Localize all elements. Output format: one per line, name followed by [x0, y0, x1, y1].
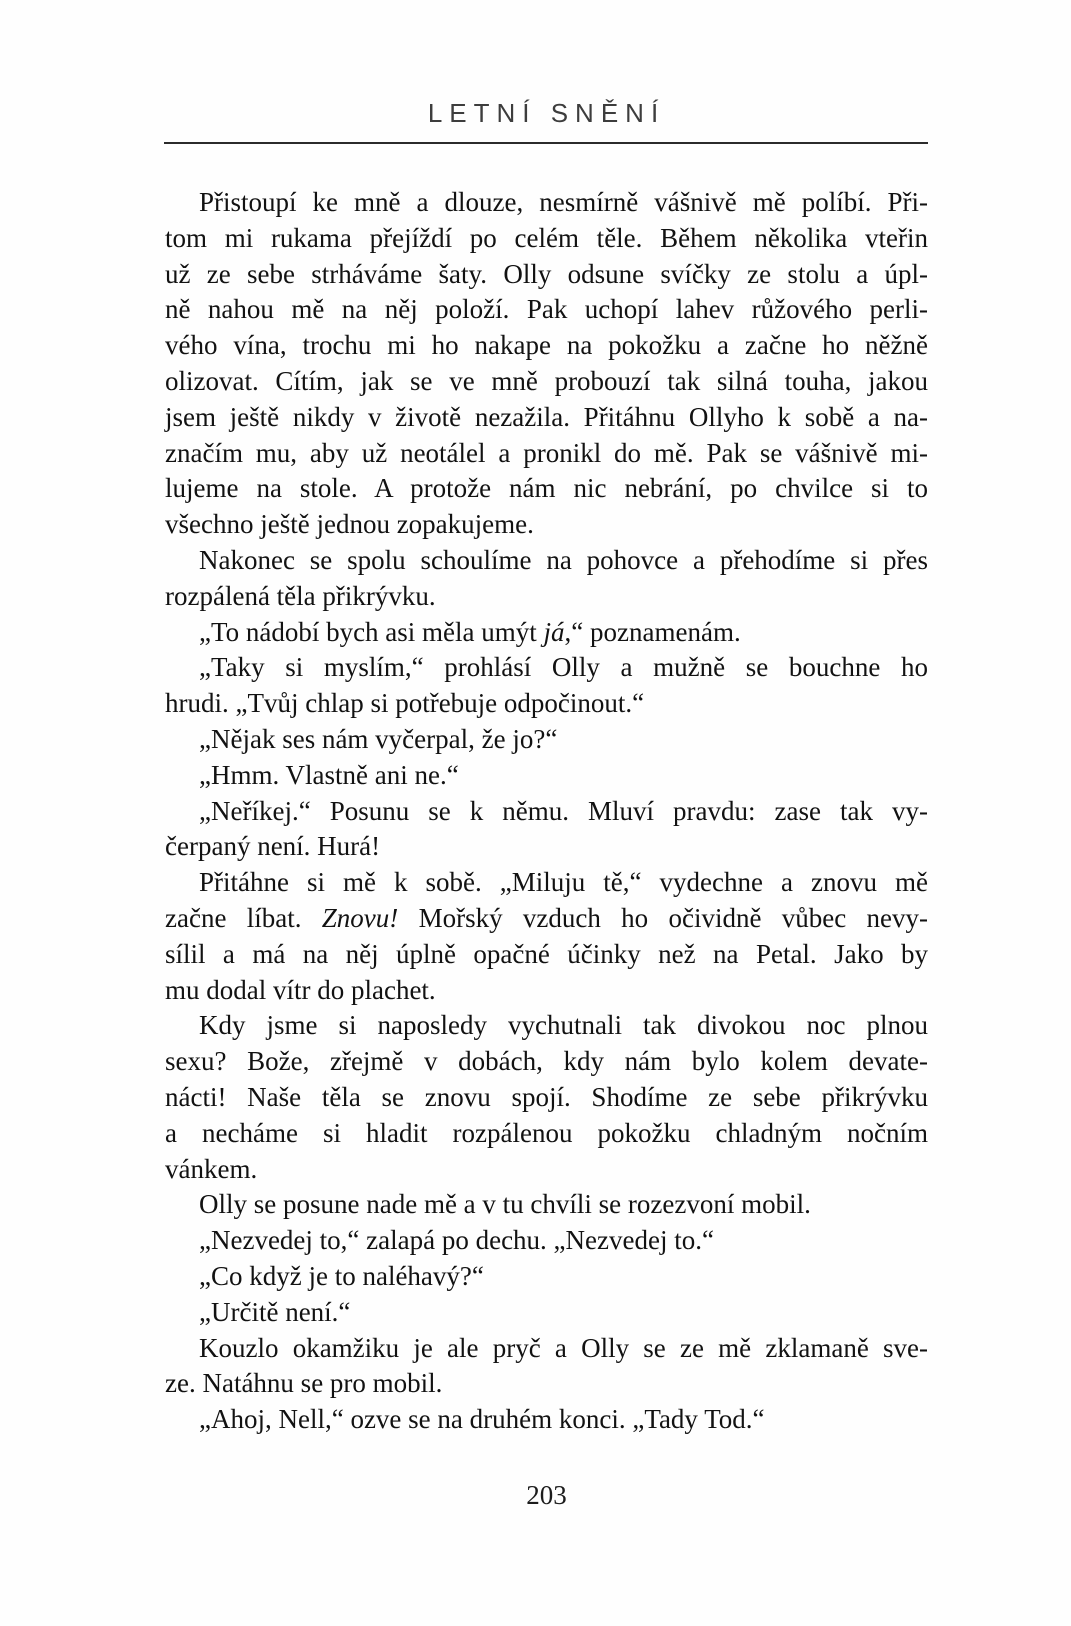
text-segment: a necháme si hladit rozpálenou pokožku chladným nočním	[165, 1117, 928, 1148]
header-rule	[164, 142, 928, 144]
text-segment: ně nahou mě na něj položí. Pak uchopí lahev růžového perli-	[165, 294, 928, 325]
text-segment: Olly se posune nade mě a v tu chvíli se rozezvoní mobil.	[199, 1189, 811, 1220]
text-segment: „Co když je to naléhavý?“	[199, 1260, 484, 1291]
text-line	[165, 901, 928, 937]
text-line	[165, 364, 928, 400]
text-line	[165, 758, 928, 794]
text-segment: všechno ještě jednou zopakujeme.	[165, 509, 534, 540]
text-segment: „Hmm. Vlastně ani ne.“	[199, 759, 459, 790]
text-segment: nácti! Naše těla se znovu spojí. Shodíme ze sebe přikrývku	[165, 1081, 928, 1112]
text-segment: Kouzlo okamžiku je ale pryč a Olly se ze mě zklamaně sve-	[199, 1332, 928, 1363]
text-segment: „Neříkej.“ Posunu se k němu. Mluví pravdu: zase tak vy-	[199, 795, 928, 826]
text-line	[165, 1223, 928, 1259]
text-segment: Mořský vzduch ho očividně vůbec nevy-	[398, 902, 928, 933]
text-segment: Přistoupí ke mně a dlouze, nesmírně vášnivě mě políbí. Při-	[199, 187, 928, 217]
text-segment: tom mi rukama přejíždí po celém těle. Během několika vteřin	[165, 222, 928, 253]
text-segment: značím mu, aby už neotálel a pronikl do mě. Pak se vášnivě mi-	[165, 437, 928, 468]
text-line	[165, 257, 928, 293]
text-line	[165, 1187, 928, 1223]
text-line	[165, 686, 928, 722]
text-segment: začne líbat.	[165, 902, 322, 933]
text-segment: „Nějak ses nám vyčerpal, že jo?“	[199, 723, 558, 754]
text-segment: Nakonec se spolu schoulíme na pohovce a přehodíme si přes	[199, 544, 928, 575]
text-segment: „Ahoj, Nell,“ ozve se na druhém konci. „Tady Tod.“	[199, 1404, 765, 1435]
text-line	[165, 865, 928, 901]
text-line	[165, 829, 928, 865]
text-line	[165, 1331, 928, 1367]
text-segment: Kdy jsme si naposledy vychutnali tak divokou noc plnou	[199, 1010, 928, 1041]
text-line	[165, 1259, 928, 1295]
text-line	[165, 1116, 928, 1152]
page-number: 203	[526, 1480, 567, 1510]
text-line	[165, 471, 928, 507]
text-line	[165, 185, 928, 221]
text-segment: lujeme na stole. A protože nám nic nebrání, po chvilce si to	[165, 473, 928, 504]
running-head: LETNÍ SNĚNÍ	[427, 98, 666, 128]
text-segment: ze. Natáhnu se pro mobil.	[165, 1368, 443, 1399]
text-line	[165, 722, 928, 758]
body-text	[165, 185, 928, 1438]
text-line	[165, 973, 928, 1009]
text-segment: Přitáhne si mě k sobě. „Miluju tě,“ vydechne a znovu mě	[199, 867, 928, 898]
text-line	[165, 400, 928, 436]
text-segment: vého vína, trochu mi ho nakape na pokožku a začne ho něžně	[165, 330, 928, 361]
text-line	[165, 1152, 928, 1188]
text-segment: už ze sebe strháváme šaty. Olly odsune svíčky ze stolu a úpl-	[165, 258, 928, 289]
text-line	[165, 650, 928, 686]
text-line	[165, 794, 928, 830]
text-line	[165, 1295, 928, 1331]
text-line	[165, 1366, 928, 1402]
text-segment: hrudi. „Tvůj chlap si potřebuje odpočinout.“	[165, 688, 645, 719]
text-segment: ,“ poznamenám.	[564, 616, 741, 647]
italic-text: já	[543, 616, 565, 647]
text-segment: čerpaný není. Hurá!	[165, 831, 381, 862]
text-segment: „Taky si myslím,“ prohlásí Olly a mužně se bouchne ho	[199, 652, 928, 683]
text-line	[165, 292, 928, 328]
text-line	[165, 221, 928, 257]
italic-text: Znovu!	[321, 902, 399, 933]
text-line	[165, 436, 928, 472]
text-segment: mu dodal vítr do plachet.	[165, 974, 436, 1005]
text-segment: „Určitě není.“	[199, 1296, 351, 1327]
text-segment: „To nádobí bych asi měla umýt	[199, 616, 544, 647]
text-line	[165, 543, 928, 579]
text-segment: rozpálená těla přikrývku.	[165, 580, 436, 611]
text-line	[165, 1044, 928, 1080]
text-line	[165, 1402, 928, 1438]
text-line	[165, 615, 928, 651]
text-segment: sexu? Bože, zřejmě v dobách, kdy nám bylo kolem devate-	[165, 1046, 928, 1077]
text-segment: olizovat. Cítím, jak se ve mně probouzí tak silná touha, jakou	[165, 365, 928, 396]
text-line	[165, 507, 928, 543]
text-segment: „Nezvedej to,“ zalapá po dechu. „Nezvedej to.“	[199, 1225, 714, 1256]
text-line	[165, 579, 928, 615]
text-line	[165, 937, 928, 973]
text-segment: jsem ještě nikdy v životě nezažila. Přitáhnu Ollyho k sobě a na-	[165, 401, 928, 432]
text-segment: vánkem.	[165, 1153, 258, 1184]
text-segment: sílil a má na něj úplně opačné účinky než na Petal. Jako by	[165, 938, 928, 969]
text-line	[165, 1080, 928, 1116]
text-line	[165, 328, 928, 364]
text-line	[165, 1008, 928, 1044]
